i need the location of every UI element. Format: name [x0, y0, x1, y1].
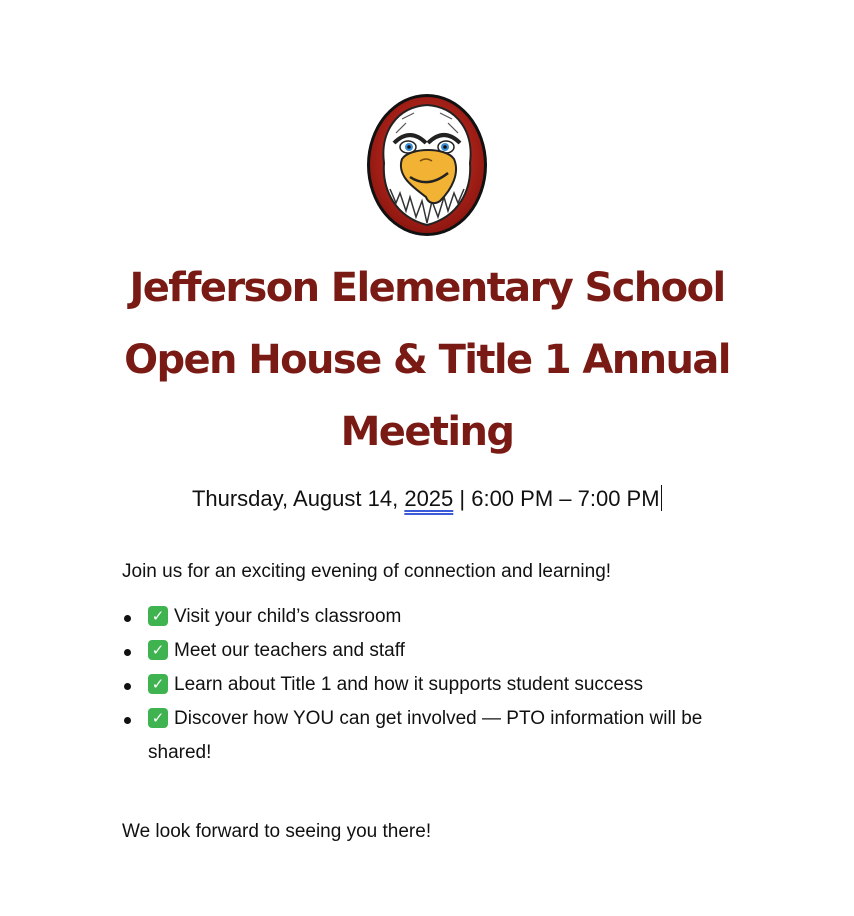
- closing-paragraph: We look forward to seeing you there!: [122, 821, 432, 842]
- title-line-1: Jefferson Elementary School: [129, 265, 725, 311]
- intro-paragraph: Join us for an exciting evening of connection and learning!: [122, 561, 612, 582]
- event-date: Thursday, August 14,: [191, 486, 405, 511]
- list-item: [122, 634, 742, 668]
- bullet-list: [122, 600, 742, 770]
- list-item-text: Visit your child’s classroom: [174, 606, 402, 627]
- list-item: [122, 600, 742, 634]
- event-year[interactable]: 2025: [404, 486, 454, 511]
- title-line-2: Open House & Title 1 Annual: [124, 337, 730, 383]
- list-item-text: Learn about Title 1 and how it supports student success: [174, 674, 643, 695]
- list-item-text: Discover how YOU can get involved — PTO information will be shared!: [148, 708, 703, 763]
- page-title: [60, 252, 794, 468]
- bullet-dot-icon: [124, 683, 131, 690]
- bullet-dot-icon: [124, 717, 131, 724]
- list-item: [122, 668, 742, 702]
- event-date-time: [60, 482, 794, 516]
- bullet-dot-icon: [124, 649, 131, 656]
- event-time: | 6:00 PM – 7:00 PM: [453, 486, 660, 511]
- check-mark-icon: ✓: [148, 708, 168, 728]
- title-line-3: Meeting: [340, 409, 514, 455]
- check-mark-icon: ✓: [148, 640, 168, 660]
- list-item-text: Meet our teachers and staff: [174, 640, 405, 661]
- bullet-dot-icon: [124, 615, 131, 622]
- list-item: [122, 702, 742, 770]
- eagle-mascot-logo: [366, 93, 488, 237]
- text-cursor: [661, 485, 663, 511]
- check-mark-icon: ✓: [148, 606, 168, 626]
- check-mark-icon: ✓: [148, 674, 168, 694]
